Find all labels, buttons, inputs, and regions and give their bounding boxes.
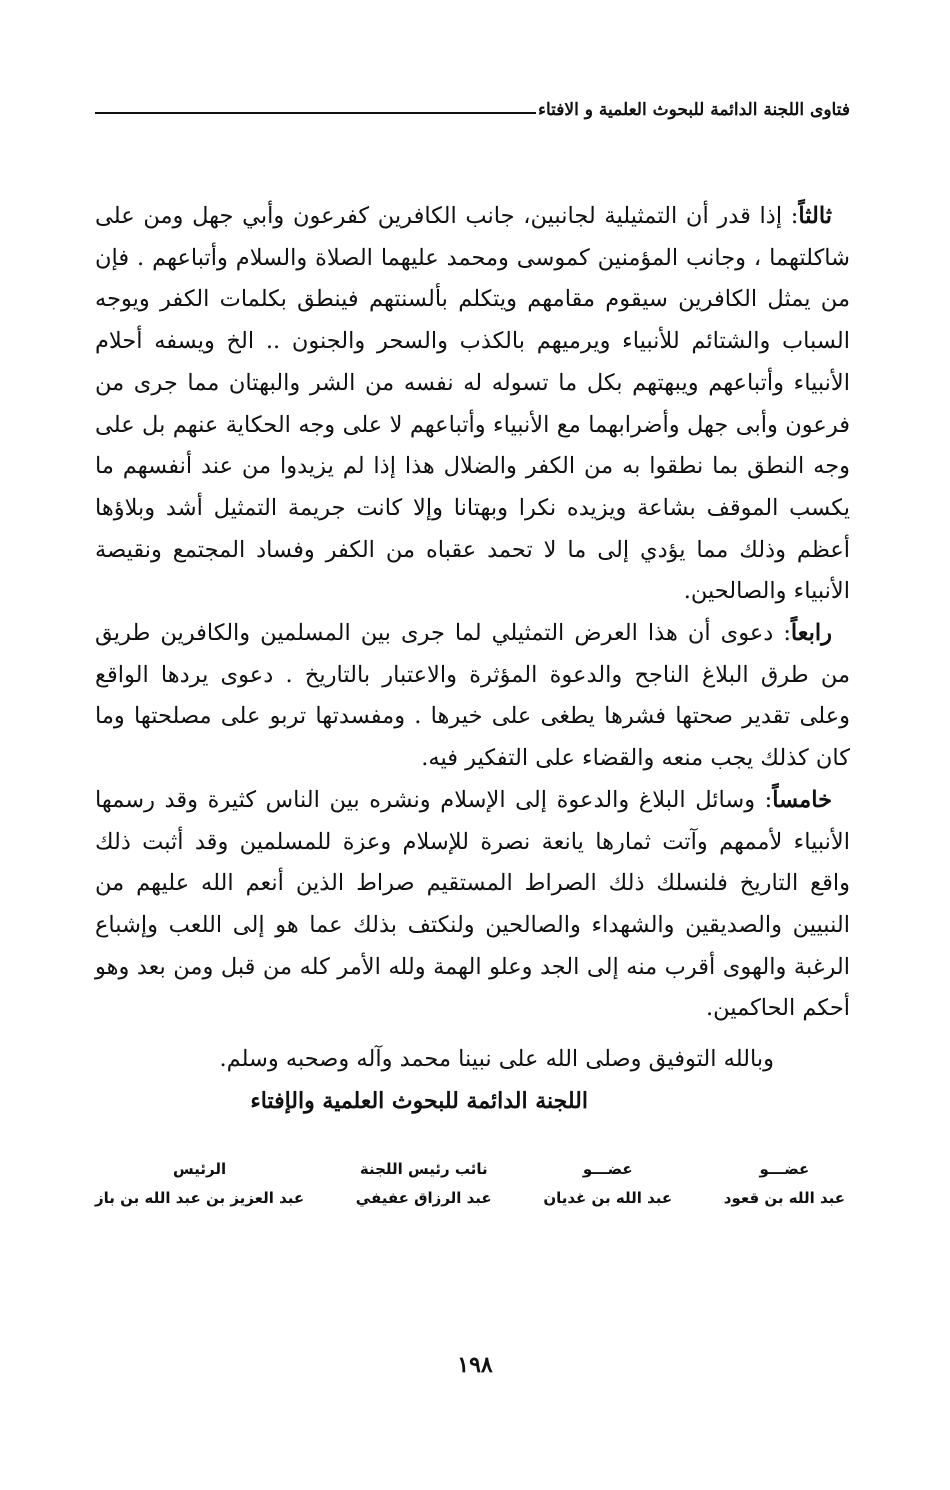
signatory-name: عبد الله بن قعود <box>723 1189 845 1207</box>
header-rule <box>95 112 536 114</box>
signatory-role: الرئيس <box>173 1160 227 1178</box>
fifth-label: خامساً <box>772 786 832 813</box>
running-header <box>95 92 850 122</box>
paragraph-third <box>95 196 850 613</box>
paragraph-fifth <box>95 780 850 1030</box>
closing-block <box>95 1038 850 1122</box>
signatory-role: نائب رئيس اللجنة <box>359 1160 488 1178</box>
signatures-row <box>95 1160 845 1208</box>
signatory-1 <box>724 1160 845 1208</box>
signatory-name: عبد الرزاق عفيفي <box>355 1189 492 1207</box>
signatory-name: عبد الله بن غديان <box>543 1189 673 1207</box>
third-text: : إذا قدر أن التمثيلية لجانبين، جانب الكافرين كفرعون وأبي جهل ومن على شاكلتهما ، وجانب المؤمنين كموسى ومحمد عليهما الصلاة والسلام وأتباعهم . فإن من يمثل الكافرين سيقوم مقامهم ويتكلم بألسنتهم فينطق بكلمات الكفر ويوجه السباب والشتائم للأنبياء ويرميهم بالكذب والسحر والجنون .. الخ ويسفه أحلام الأنبياء وأتباعهم ويبهتهم بكل ما تسوله له نفسه من الشر والبهتان مما جرى من فرعون وأبى جهل وأضرابهما مع الأنبياء وأتباعهم لا على وجه الحكاية عنهم بل على وجه النطق بما نطقوا به من الكفر والضلال هذا إذا لم يزيدوا من عند أنفسهم ما يكسب الموقف بشاعة ويزيده نكرا وبهتانا وإلا كانت جريمة التمثيل أشد وبلاؤها أعظم وذلك مما يؤدي إلى ما لا تحمد عقباه من الكفر وفساد المجتمع ونقيصة الأنبياء والصالحين. <box>95 203 850 605</box>
signatory-name: عبد العزيز بن عبد الله بن باز <box>95 1189 305 1207</box>
third-label: ثالثاً <box>798 203 832 229</box>
running-title: فتاوى اللجنة الدائمة للبحوث العلمية و الافتاء <box>538 100 850 120</box>
fatwa-body <box>95 196 850 1030</box>
signatory-role: عضـــو <box>759 1160 810 1178</box>
signatory-role: عضـــو <box>582 1160 633 1178</box>
committee-name: اللجنة الدائمة للبحوث العلمية والإفتاء <box>250 1088 588 1114</box>
signatory-4 <box>95 1160 304 1208</box>
paragraph-fourth <box>95 613 850 780</box>
fourth-label: رابعاً <box>790 620 832 647</box>
fifth-text: : وسائل البلاغ والدعوة إلى الإسلام ونشره بين الناس كثيرة وقد رسمها الأنبياء لأممهم وآتت ثمارها يانعة نصرة للإسلام وعزة للمسلمين وقد أثبت ذلك واقع التاريخ فلنسلك ذلك الصراط المستقيم صراط الذين أنعم الله عليهم من النبيين والصديقين والشهداء والصالحين ولنكتف بذلك عما هو إلى اللعب وإشباع الرغبة والهوى أقرب منه إلى الجد وعلو الهمة ولله الأمر كله من قبل ومن بعد وهو أحكم الحاكمين. <box>95 786 850 1022</box>
signatory-2 <box>543 1160 672 1208</box>
fourth-text: : دعوى أن هذا العرض التمثيلي لما جرى بين المسلمين والكافرين طريق من طرق البلاغ الناجح والدعوة المؤثرة والاعتبار بالتاريخ . دعوى يردها الواقع وعلى تقدير صحتها فشرها يطغى على خيرها . ومفسدتها تربو على مصلحتها وما كان كذلك يجب منعه والقضاء على التفكير فيه. <box>95 620 850 772</box>
page-number: ١٩٨ <box>457 1352 493 1378</box>
signatory-3 <box>356 1160 492 1208</box>
closing-blessing: وبالله التوفيق وصلى الله على نبينا محمد وآله وصحبه وسلم. <box>219 1046 774 1072</box>
